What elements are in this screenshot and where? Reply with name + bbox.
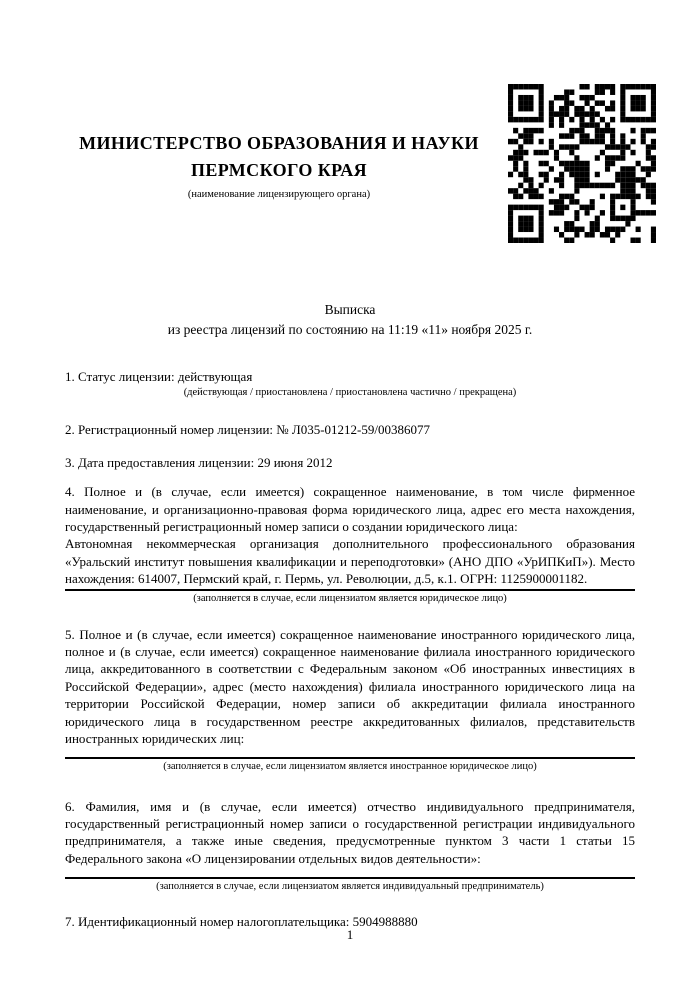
individual-entrepreneur-section [65,798,635,896]
license-status-line: 1. Статус лицензии: действующая [65,369,253,384]
page-number: 1 [346,927,354,942]
legal-entity-field-label: 4. Полное и (в случае, если имеется) сокращенное наименование, в том числе фирменное наименование, и организационно-правовая форма юридического лица, адрес его места нахождения, государственный регистрационный номер записи о создании юридического лица: [65,484,635,535]
foreign-entity-field-label: 5. Полное и (в случае, если имеется) сокращенное наименование иностранного юридического лица, полное и (в случае, если имеется) сокращенное наименование филиала иностранного юридического лица, аккредитованного в соответствии с Федеральным законом «Об иностранных инвестициях в Российской Федерации», адрес (место нахождения) филиала иностранного юридического лица на территории Российской Федерации, номер записи об аккредитации филиала иностранного юридического лица в государственном реестре аккредитованных филиалов, представительств иностранных юридических лиц: [65,626,635,747]
foreign-entity-caption: (заполняется в случае, если лицензиатом является иностранное юридическое лицо) [163,760,537,772]
document-title-line1: Выписка [324,302,376,317]
authority-name-line1: МИНИСТЕРСТВО ОБРАЗОВАНИЯ И НАУКИ [79,133,479,153]
document-title [65,300,635,339]
authority-name-line2: ПЕРМСКОГО КРАЯ [190,160,368,180]
legal-entity-section [65,483,635,606]
legal-entity-caption: (заполняется в случае, если лицензиатом является юридическое лицо) [193,592,507,604]
licensing-authority-header [65,130,493,202]
registration-number-line: 2. Регистрационный номер лицензии: № Л035-01212-59/00386077 [65,422,431,438]
individual-entrepreneur-field-label: 6. Фамилия, имя и (в случае, если имеется) отчество индивидуального предпринимателя, государственный регистрационный номер записи о государственной регистрации индивидуального предпринимателя, а также иные сведения, предусмотренные пунктом 3 части 1 статьи 15 Федерального закона «О лицензировании отдельных видов деятельности»: [65,798,635,866]
license-grant-date-line: 3. Дата предоставления лицензии: 29 июня 2012 [65,454,333,470]
authority-name-caption: (наименование лицензирующего органа) [187,189,371,200]
taxpayer-id-line: 7. Идентификационный номер налогоплательщика: 5904988880 [65,914,418,930]
document-body [65,300,635,931]
individual-entrepreneur-caption: (заполняется в случае, если лицензиатом является индивидуальный предприниматель) [156,881,544,893]
document-title-line2: из реестра лицензий по состоянию на 11:19 «11» ноября 2025 г. [167,321,533,337]
legal-entity-field-value: Автономная некоммерческая организация дополнительного профессионального образования «Уральский институт повышения квалификации и переподготовки» (АНО ДПО «УрИПКиП»). Место нахождения: 614007, Пермский край, г. Пермь, ул. Революции, д.5, к.1. ОГРН: 1125900001182. [65,536,635,587]
qr-code [508,84,656,243]
foreign-entity-section [65,626,635,775]
license-status-options-caption: (действующая / приостановлена / приостановлена частично / прекращена) [183,387,517,399]
